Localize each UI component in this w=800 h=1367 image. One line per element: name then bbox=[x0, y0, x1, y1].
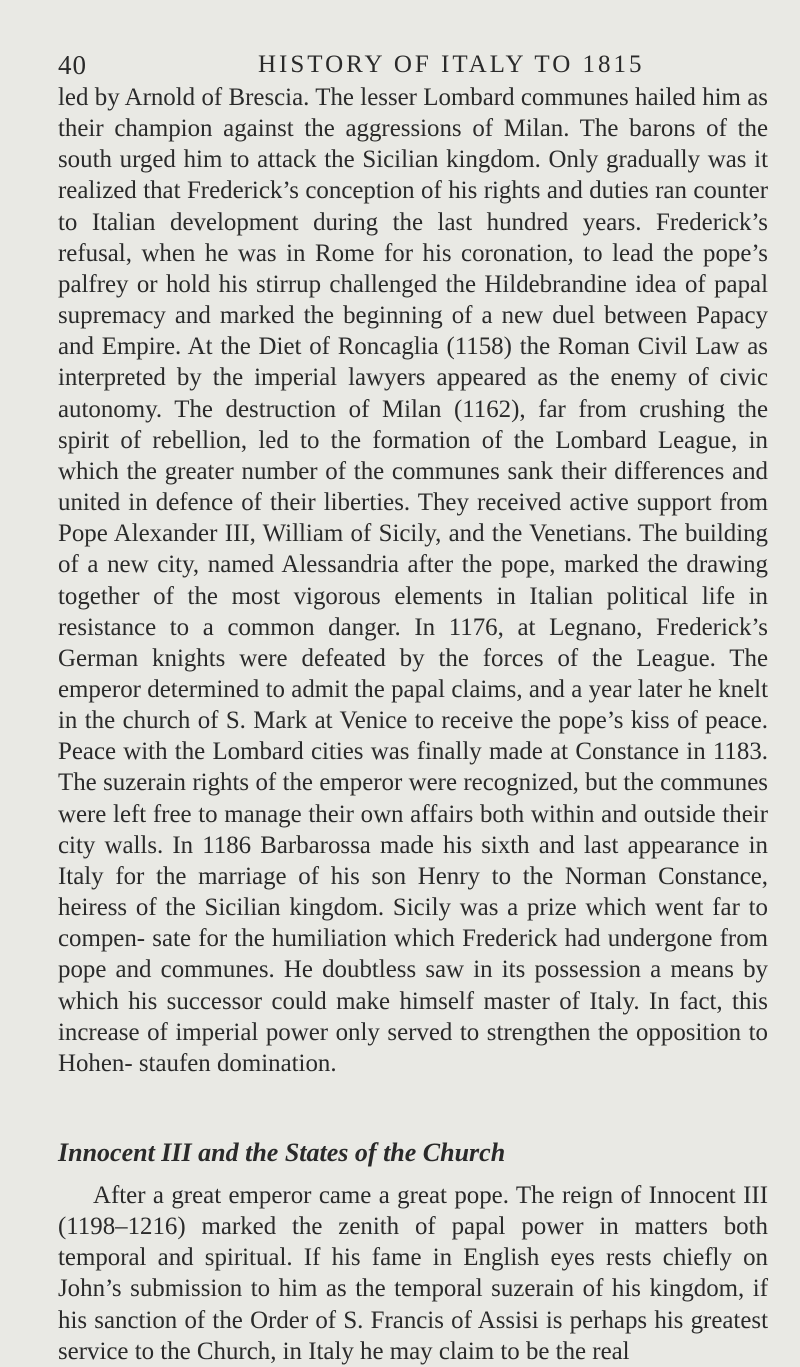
paragraph: led by Arnold of Brescia. The lesser Lombard communes hailed him as their champion against the aggressions of Milan. The barons of the south urged him to attack the Sicilian kingdom. Only gradually was it realized that Frederick’s conception of his rights and duties ran counter to Italian development during the last hundred years. Frederick’s refusal, when he was in Rome for his coronation, to lead the pope’s palfrey or hold his stirrup challenged the Hildebrandine idea of papal supremacy and marked the beginning of a new duel between Papacy and Empire. At the Diet of Roncaglia (1158) the Roman Civil Law as interpreted by the imperial lawyers appeared as the enemy of civic autonomy. The destruction of Milan (1162), far from crushing the spirit of rebellion, led to the formation of the Lombard League, in which the greater number of the communes sank their differences and united in defence of their liberties. They received active support from Pope Alexander III, William of Sicily, and the Venetians. The building of a new city, named Alessandria after the pope, marked the drawing together of the most vigorous elements in Italian political life in resistance to a common danger. In 1176, at Legnano, Frederick’s German knights were defeated by the forces of the League. The emperor determined to admit the papal claims, and a year later he knelt in the church of S. Mark at Venice to receive the pope’s kiss of peace. Peace with the Lombard cities was finally made at Constance in 1183. The suzerain rights of the emperor were recognized, but the communes were left free to manage their own affairs both within and outside their city walls. In 1186 Barbarossa made his sixth and last appearance in Italy for the marriage of his son Henry to the Norman Constance, heiress of the Sicilian kingdom. Sicily was a prize which went far to compen- sate for the humiliation which Frederick had undergone from pope and communes. He doubtless saw in its possession a means by which his successor could make himself master of Italy. In fact, this increase of imperial power only served to strengthen the opposition to Hohen- staufen domination. bbox=[58, 84, 768, 1077]
page-header bbox=[58, 50, 758, 82]
running-head: HISTORY OF ITALY TO 1815 bbox=[258, 51, 645, 78]
body-text bbox=[58, 82, 768, 1367]
page-number: 40 bbox=[58, 50, 87, 80]
section-heading: Innocent III and the States of the Church bbox=[58, 1138, 506, 1167]
paragraph: After a great emperor came a great pope. The reign of Innocent III (1198–1216) marked the zenith of papal power in matters both temporal and spiritual. If his fame in English eyes rests chiefly on John’s submission to him as the temporal suzerain of his kingdom, if his sanction of the Order of S. Francis of Assisi is perhaps his greatest service to the Church, in Italy he may claim to be the real bbox=[58, 1182, 768, 1365]
